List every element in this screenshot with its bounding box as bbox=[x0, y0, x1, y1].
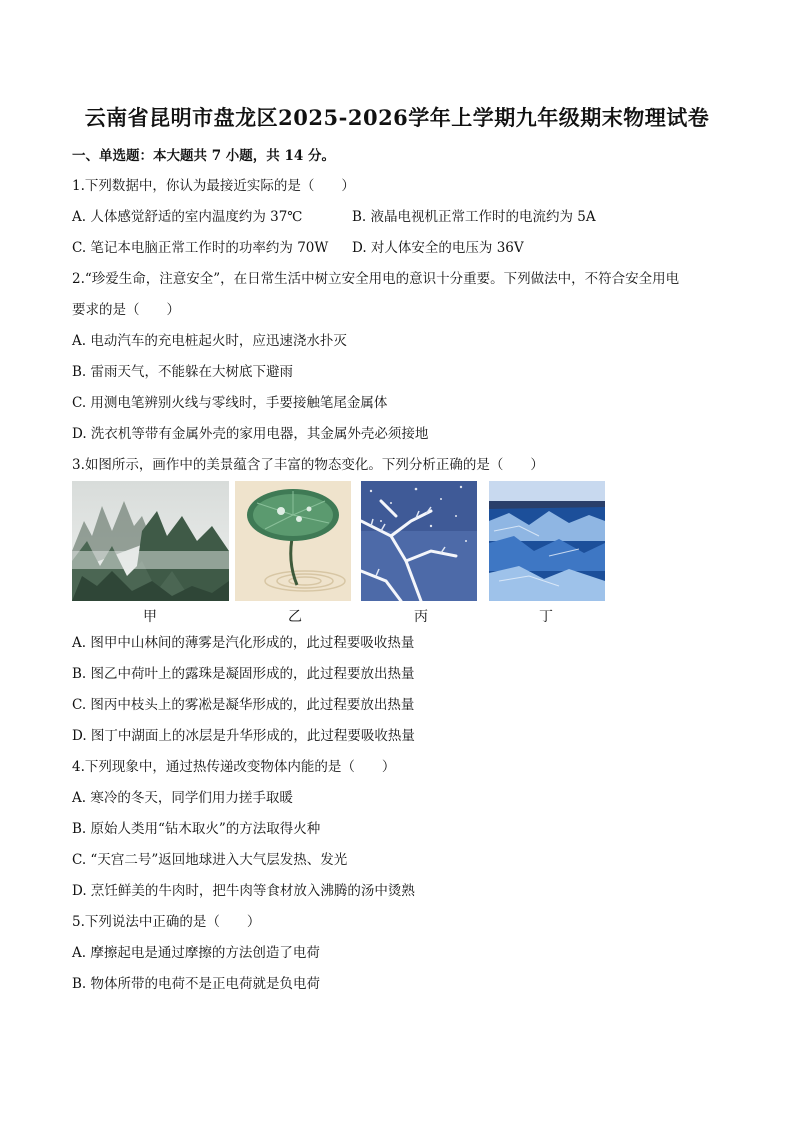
figure-jia-misty-forest bbox=[72, 481, 229, 601]
question-4-option-a: A. 寒冷的冬天，同学们用力搓手取暖 bbox=[72, 790, 293, 806]
question-4-stem: 4.下列现象中，通过热传递改变物体内能的是（ ） bbox=[72, 759, 396, 775]
caption-jia: 甲 bbox=[143, 609, 157, 625]
caption-yi: 乙 bbox=[288, 609, 302, 625]
question-5-option-b: B. 物体所带的电荷不是正电荷就是负电荷 bbox=[72, 976, 321, 992]
question-1-option-b: B. 液晶电视机正常工作时的电流约为 5A bbox=[352, 209, 596, 225]
question-3-option-d: D. 图丁中湖面上的冰层是升华形成的，此过程要吸收热量 bbox=[72, 728, 415, 744]
question-5-option-a: A. 摩擦起电是通过摩擦的方法创造了电荷 bbox=[72, 945, 320, 961]
figure-ding-frozen-lake bbox=[489, 481, 605, 601]
question-1-stem: 1.下列数据中，你认为最接近实际的是（ ） bbox=[72, 178, 355, 194]
question-1-option-a: A. 人体感觉舒适的室内温度约为 37℃ bbox=[72, 209, 303, 225]
question-3-stem: 3.如图所示，画作中的美景蕴含了丰富的物态变化。下列分析正确的是（ ） bbox=[72, 457, 544, 473]
question-4-option-c: C. “天宫二号”返回地球进入大气层发热、发光 bbox=[72, 852, 348, 868]
section-heading: 一、单选题：本大题共 7 小题，共 14 分。 bbox=[72, 148, 335, 164]
question-5-stem: 5.下列说法中正确的是（ ） bbox=[72, 914, 261, 930]
caption-bing: 丙 bbox=[414, 609, 428, 625]
question-3-option-a: A. 图甲中山林间的薄雾是汽化形成的，此过程要吸收热量 bbox=[72, 635, 415, 651]
question-3-option-c: C. 图丙中枝头上的雾凇是凝华形成的，此过程要放出热量 bbox=[72, 697, 415, 713]
caption-ding: 丁 bbox=[539, 609, 553, 625]
exam-title: 云南省昆明市盘龙区2025-2026学年上学期九年级期末物理试卷 bbox=[84, 105, 710, 130]
question-2-option-a: A. 电动汽车的充电桩起火时，应迅速浇水扑灭 bbox=[72, 333, 347, 349]
figure-yi-lotus-leaf bbox=[235, 481, 351, 601]
question-4-option-b: B. 原始人类用“钻木取火”的方法取得火种 bbox=[72, 821, 321, 837]
question-4-option-d: D. 烹饪鲜美的牛肉时，把牛肉等食材放入沸腾的汤中烫熟 bbox=[72, 883, 415, 899]
question-2-stem-line1: 2.“珍爱生命，注意安全”，在日常生活中树立安全用电的意识十分重要。下列做法中，不符合安全用电 bbox=[72, 271, 680, 287]
question-2-option-c: C. 用测电笔辨别火线与零线时，手要接触笔尾金属体 bbox=[72, 395, 388, 411]
question-1-option-d: D. 对人体安全的电压为 36V bbox=[352, 240, 524, 256]
question-2-option-d: D. 洗衣机等带有金属外壳的家用电器，其金属外壳必须接地 bbox=[72, 426, 429, 442]
question-2-option-b: B. 雷雨天气，不能躲在大树底下避雨 bbox=[72, 364, 294, 380]
question-2-stem-line2: 要求的是（ ） bbox=[72, 302, 180, 318]
question-3-option-b: B. 图乙中荷叶上的露珠是凝固形成的，此过程要放出热量 bbox=[72, 666, 415, 682]
figure-bing-rime-branches bbox=[361, 481, 477, 601]
question-1-option-c: C. 笔记本电脑正常工作时的功率约为 70W bbox=[72, 240, 329, 256]
